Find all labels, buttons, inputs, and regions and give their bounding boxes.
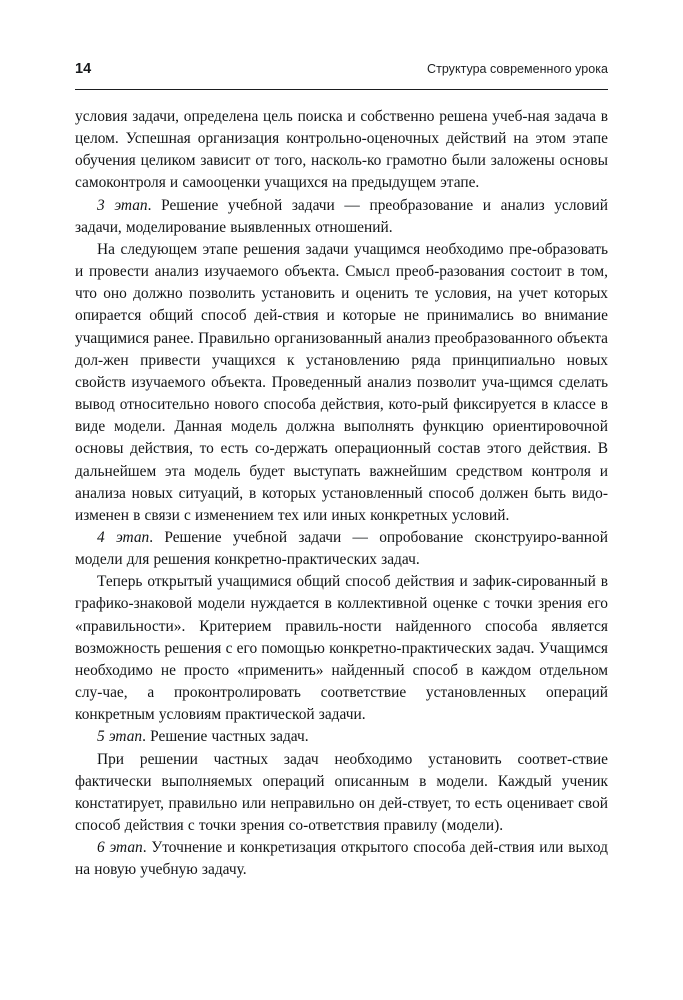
paragraph-text: . Уточнение и конкретизация открытого способа дей-ствия или выход на новую учебную задачу. <box>75 839 608 879</box>
stage-label: 3 этап <box>97 196 148 214</box>
paragraph-text: . Решение частных задач. <box>142 728 309 746</box>
paragraph <box>75 726 608 748</box>
paragraph <box>75 571 608 726</box>
paragraph-text: . Решение учебной задачи — опробование сконструиро-ванной модели для решения конкретно-практических задач. <box>75 528 608 569</box>
paragraph-text: При решении частных задач необходимо установить соответ-ствие фактически выполняемых операций описанным в модели. Каждый ученик констатирует, правильно или неправильно он дей-ствует, то есть оценивает свой способ действия с точки зрения со-ответствия правилу (модели). <box>75 750 608 834</box>
header-divider <box>75 89 608 90</box>
page-content <box>75 62 608 881</box>
running-head-title: Структура современного урока <box>427 62 608 76</box>
stage-label: 5 этап <box>97 728 143 746</box>
stage-label: 4 этап <box>97 528 150 546</box>
paragraph <box>75 239 608 527</box>
page-number: 14 <box>75 61 92 77</box>
paragraph-text: Теперь открытый учащимися общий способ действия и зафик-сированный в графико-знаковой модели нуждается в коллективной оценке с точки зрения его «правильности». Критерием правиль-ности найденного способа является возможность решения с его помощью конкретно-практических задач. Учащимся необходимо не просто «применить» найденный способ в каждом отдельном слу-чае, а проконтролировать соответствие установленных операций конкретным условиям практической задачи. <box>75 573 608 724</box>
paragraph <box>75 749 608 838</box>
paragraph <box>75 195 608 239</box>
paragraph <box>75 527 608 571</box>
paragraph-text: . Решение учебной задачи — преобразование и анализ условий задачи, моделирование выявленных отношений. <box>75 196 608 236</box>
body-text <box>75 106 608 881</box>
paragraph <box>75 106 608 195</box>
paragraph-text: условия задачи, определена цель поиска и собственно решена учеб-ная задача в целом. Успешная организация контрольно-оценочных действий на этом этапе обучения целиком зависит от того, насколь-ко грамотно были заложены основы самоконтроля и самооценки учащихся на предыдущем этапе. <box>75 108 608 192</box>
stage-label: 6 этап <box>97 839 143 857</box>
paragraph <box>75 837 608 881</box>
paragraph-text: На следующем этапе решения задачи учащимся необходимо пре-образовать и провести анализ изучаемого объекта. Смысл преоб-разования состоит в том, что оно должно позволить установить и оценить те условия, на учет которых опирается общий способ дей-ствия и которые не принимались во внимание учащимися ранее. Правильно организованный анализ преобразованного объекта дол-жен привести учащихся к установлению ряда принципиально новых свойств изучаемого объекта. Проведенный анализ позволит уча-щимся сделать вывод относительно нового способа действия, кото-рый фиксируется в классе в виде модели. Данная модель должна выполнять функцию ориентировочной основы действия, то есть со-держать операционный состав этого действия. В дальнейшем эта модель будет выступать важнейшим средством контроля и анализа новых ситуаций, в которых установленный способ должен быть видо-изменен в связи с изменением тех или иных конкретных условий. <box>75 240 608 524</box>
running-head <box>75 62 608 82</box>
